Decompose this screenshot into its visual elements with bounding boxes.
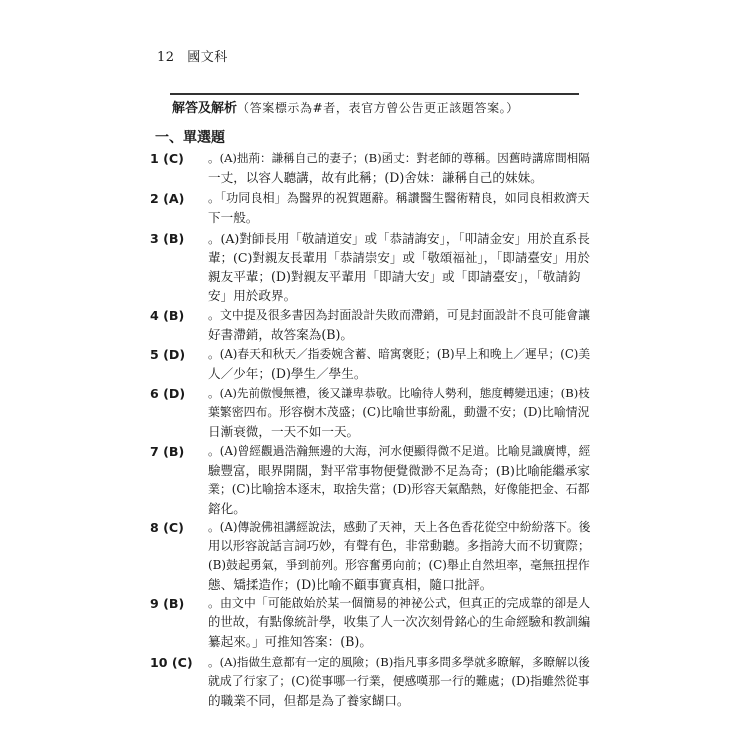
answer-line: 日漸衰微，一天不如一天。: [208, 424, 360, 439]
answer-number: 3 (B): [150, 231, 185, 246]
answer-line: 。(A)先前傲慢無禮，後又謙卑恭敬。比喻待人勢利，態度轉變迅速；(B)枝: [208, 386, 590, 400]
answer-item-4: [150, 306, 590, 344]
answer-line: 。(A)傳說佛祖講經說法，感動了天神，天上各色香花從空中紛紛落下。後: [208, 520, 591, 534]
answer-item-2: [150, 189, 590, 227]
answer-text: [208, 306, 590, 344]
answer-number: 7 (B): [150, 444, 185, 459]
answer-line: (B)鼓起勇氣，爭到前列。形容奮勇向前；(C)舉止自然坦率，毫無扭捏作: [208, 558, 590, 572]
page-header: [157, 46, 228, 65]
answer-number: 1 (C): [150, 151, 184, 166]
answer-line: 的世故，有點像統計學，收集了人一次次刻骨銘心的生命經驗和教訓編: [208, 615, 591, 629]
answer-item-1: [150, 149, 590, 187]
answer-text: [208, 345, 590, 383]
answer-line: 用以形容說話言詞巧妙，有聲有色，非常動聽。多指誇大而不切實際；: [208, 539, 591, 553]
answer-item-7: [150, 442, 590, 518]
answer-text: [208, 189, 590, 227]
answer-line: 就成了行家了；(C)從事哪一行業，便感嘆那一行的難處；(D)指雖然從事: [208, 674, 590, 688]
answer-line: 驗豐富，眼界開闊，對平常事物便覺微渺不足為奇；(B)比喻能繼承家: [208, 463, 590, 478]
answer-line: 。(A)拙荊：謙稱自己的妻子；(B)函丈：對老師的尊稱。因舊時講席間相隔: [208, 151, 590, 165]
answer-line: 的職業不同，但都是為了養家餬口。: [208, 693, 410, 708]
answer-line: 葉繁密四布。形容樹木茂盛；(C)比喻世事紛亂，動盪不安；(D)比喻情況: [208, 405, 590, 419]
answer-number: 9 (B): [150, 596, 185, 611]
page-number: 12: [157, 50, 175, 65]
answer-line: 業；(C)比喻捨本逐末，取捨失當；(D)形容天氣酷熱，好像能把金、石都: [208, 482, 590, 496]
answer-line: 。(A)曾經觀過浩瀚無邊的大海，河水便顯得微不足道。比喻見識廣博，經: [208, 444, 591, 458]
answer-number: 6 (D): [150, 386, 186, 401]
answer-number: 4 (B): [150, 308, 185, 323]
section-note: （答案標示為#者，表官方曾公告更正該題答案。）: [237, 101, 519, 115]
answer-text: [208, 653, 590, 710]
answer-item-9: [150, 594, 590, 651]
part-heading: 一、單選題: [155, 130, 225, 146]
answer-line: 親友平輩；(D)對親友平輩用「即請大安」或「即請臺安」，「敬請鈞: [208, 269, 581, 284]
section-title: 解答及解析: [172, 101, 238, 116]
answer-number: 2 (A): [150, 191, 185, 206]
answer-line: 。(A)指做生意都有一定的風險；(B)指凡事多問多學就多瞭解，多瞭解以後: [208, 655, 590, 669]
answer-line: 。由文中「可能啟始於某一個簡易的神祕公式，但真正的完成靠的卻是人: [208, 596, 591, 610]
section-rule: [170, 93, 579, 95]
answer-text: [208, 149, 590, 187]
answer-section-header: [170, 93, 579, 116]
answer-number: 5 (D): [150, 347, 186, 362]
answer-text: [208, 518, 590, 594]
answer-text: [208, 384, 590, 441]
subject-title: 國文科: [187, 50, 228, 65]
answer-item-10: [150, 653, 590, 710]
answer-text: [208, 229, 590, 305]
answer-line: 。(A)春天和秋天／指委婉含蓄、暗寓褒貶；(B)早上和晚上／遲早；(C)美: [208, 347, 591, 361]
answer-text: [208, 594, 590, 651]
answer-text: [208, 442, 590, 518]
answer-item-5: [150, 345, 590, 383]
answer-item-6: [150, 384, 590, 441]
answer-item-8: [150, 518, 590, 594]
answer-line: 鎔化。: [208, 501, 246, 516]
answer-number: 8 (C): [150, 520, 184, 535]
answer-item-3: [150, 229, 590, 305]
answer-line: 輩；(C)對親友長輩用「恭請崇安」或「敬頌福祉」，「即請臺安」用於: [208, 250, 590, 265]
answer-number: 10 (C): [150, 655, 193, 670]
answer-line: 。「功同良相」為醫界的祝賀題辭。稱讚醫生醫術精良，如同良相救濟天: [208, 191, 590, 205]
answer-line: 態、矯揉造作；(D)比喻不顧事實真相，隨口批評。: [208, 577, 493, 592]
answer-line: 好書滯銷，故答案為(B)。: [208, 327, 354, 342]
answer-line: 下一般。: [208, 210, 259, 225]
answer-line: 安」用於政界。: [208, 288, 297, 303]
answer-line: 一丈，以容人聽講，故有此稱；(D)舍妹：謙稱自己的妹妹。: [208, 170, 543, 185]
answer-line: 纂起來。」可推知答案：(B)。: [208, 634, 372, 649]
answer-line: 人／少年；(D)學生／學生。: [208, 366, 367, 381]
answer-line: 。(A)對師長用「敬請道安」或「恭請誨安」，「叩請金安」用於直系長: [208, 231, 590, 246]
answer-line: 。文中提及很多書因為封面設計失敗而滯銷，可見封面設計不良可能會讓: [208, 308, 591, 322]
